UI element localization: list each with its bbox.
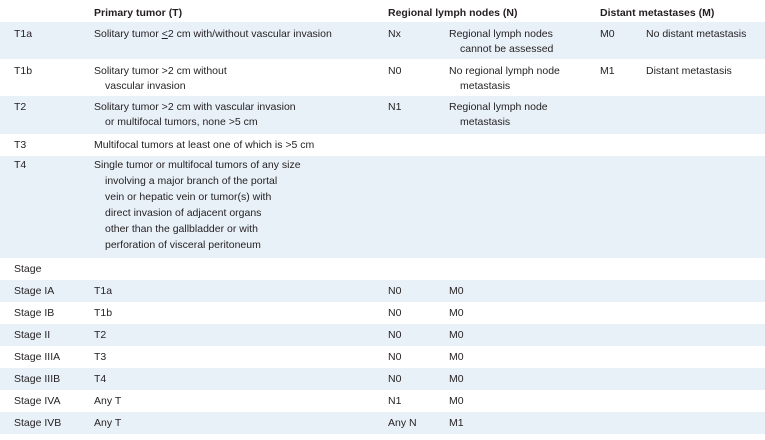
stage-n: N0 — [388, 329, 402, 341]
stage-n: N0 — [388, 285, 402, 297]
t-description-line1: Single tumor or multifocal tumors of any size — [94, 159, 301, 171]
n-code: N1 — [388, 101, 402, 113]
stage-name: Stage IVB — [14, 417, 62, 429]
stage-t: T2 — [94, 329, 107, 341]
stage-name: Stage IB — [14, 307, 55, 319]
stage-m: M0 — [449, 351, 464, 363]
t-code: T3 — [14, 139, 27, 151]
stage-row-ii — [0, 324, 765, 346]
stage-row-iiib — [0, 368, 765, 390]
stage-name: Stage IVA — [14, 395, 61, 407]
n-code: Nx — [388, 28, 401, 40]
t-description-line6: perforation of visceral peritoneum — [105, 239, 261, 251]
stage-n: N0 — [388, 307, 402, 319]
t-description-line2: involving a major branch of the portal — [105, 175, 278, 187]
stage-row-ia — [0, 280, 765, 302]
stage-name: Stage IIIA — [14, 351, 61, 363]
table-row-t2 — [0, 96, 765, 134]
n-description-line2: cannot be assessed — [460, 43, 554, 55]
stage-m: M0 — [449, 329, 464, 341]
stage-name: Stage II — [14, 329, 51, 341]
t-description-line5: other than the gallbladder or with — [105, 223, 258, 235]
stage-n: Any N — [388, 417, 417, 429]
t-description-line2: or multifocal tumors, none >5 cm — [105, 116, 258, 128]
n-code: N0 — [388, 65, 402, 77]
header-regional-lymph-nodes: Regional lymph nodes (N) — [388, 7, 518, 19]
n-description-line1: Regional lymph nodes — [449, 28, 553, 40]
t-code: T4 — [14, 159, 27, 171]
stage-t: T1b — [94, 307, 113, 319]
t-description-line1: Solitary tumor >2 cm without — [94, 65, 227, 77]
t-description-line1: Solitary tumor >2 cm with vascular invasion — [94, 101, 296, 113]
table-row-t3 — [0, 134, 765, 156]
stage-t: T3 — [94, 351, 107, 363]
table-row-t1a — [0, 22, 765, 59]
stage-m: M0 — [449, 285, 464, 297]
stage-m: M0 — [449, 373, 464, 385]
stage-name: Stage IA — [14, 285, 55, 297]
stage-row-iva — [0, 390, 765, 412]
stage-m: M1 — [449, 417, 464, 429]
n-description-line2: metastasis — [460, 80, 511, 92]
stage-section-label: Stage — [14, 263, 42, 275]
header-distant-metastases: Distant metastases (M) — [600, 7, 715, 19]
t-description-line2: vascular invasion — [105, 80, 186, 92]
n-description-line1: Regional lymph node — [449, 101, 548, 113]
stage-n: N0 — [388, 351, 402, 363]
n-description-line1: No regional lymph node — [449, 65, 560, 77]
t-code: T1a — [14, 28, 33, 40]
n-description-line2: metastasis — [460, 116, 511, 128]
t-description: Multifocal tumors at least one of which is >5 cm — [94, 139, 315, 151]
t-description-line3: vein or hepatic vein or tumor(s) with — [105, 191, 272, 203]
stage-t: T1a — [94, 285, 113, 297]
m-description: No distant metastasis — [646, 28, 747, 40]
m-description: Distant metastasis — [646, 65, 732, 77]
stage-n: N0 — [388, 373, 402, 385]
t-description-line4: direct invasion of adjacent organs — [105, 207, 262, 219]
stage-section-row — [0, 258, 765, 280]
stage-row-iiia — [0, 346, 765, 368]
stage-t: Any T — [94, 417, 122, 429]
m-code: M1 — [600, 65, 615, 77]
stage-t: Any T — [94, 395, 122, 407]
header-primary-tumor: Primary tumor (T) — [94, 7, 183, 19]
table-row-t1b — [0, 59, 765, 96]
stage-m: M0 — [449, 307, 464, 319]
table-header-row — [0, 0, 765, 22]
stage-row-ivb — [0, 412, 765, 434]
t-code: T1b — [14, 65, 33, 77]
m-code: M0 — [600, 28, 615, 40]
stage-t: T4 — [94, 373, 107, 385]
stage-row-ib — [0, 302, 765, 324]
t-description: Solitary tumor <2 cm with/without vascular invasion — [94, 28, 332, 40]
stage-m: M0 — [449, 395, 464, 407]
table-row-t4 — [0, 156, 765, 258]
stage-name: Stage IIIB — [14, 373, 61, 385]
stage-n: N1 — [388, 395, 402, 407]
t-code: T2 — [14, 101, 27, 113]
